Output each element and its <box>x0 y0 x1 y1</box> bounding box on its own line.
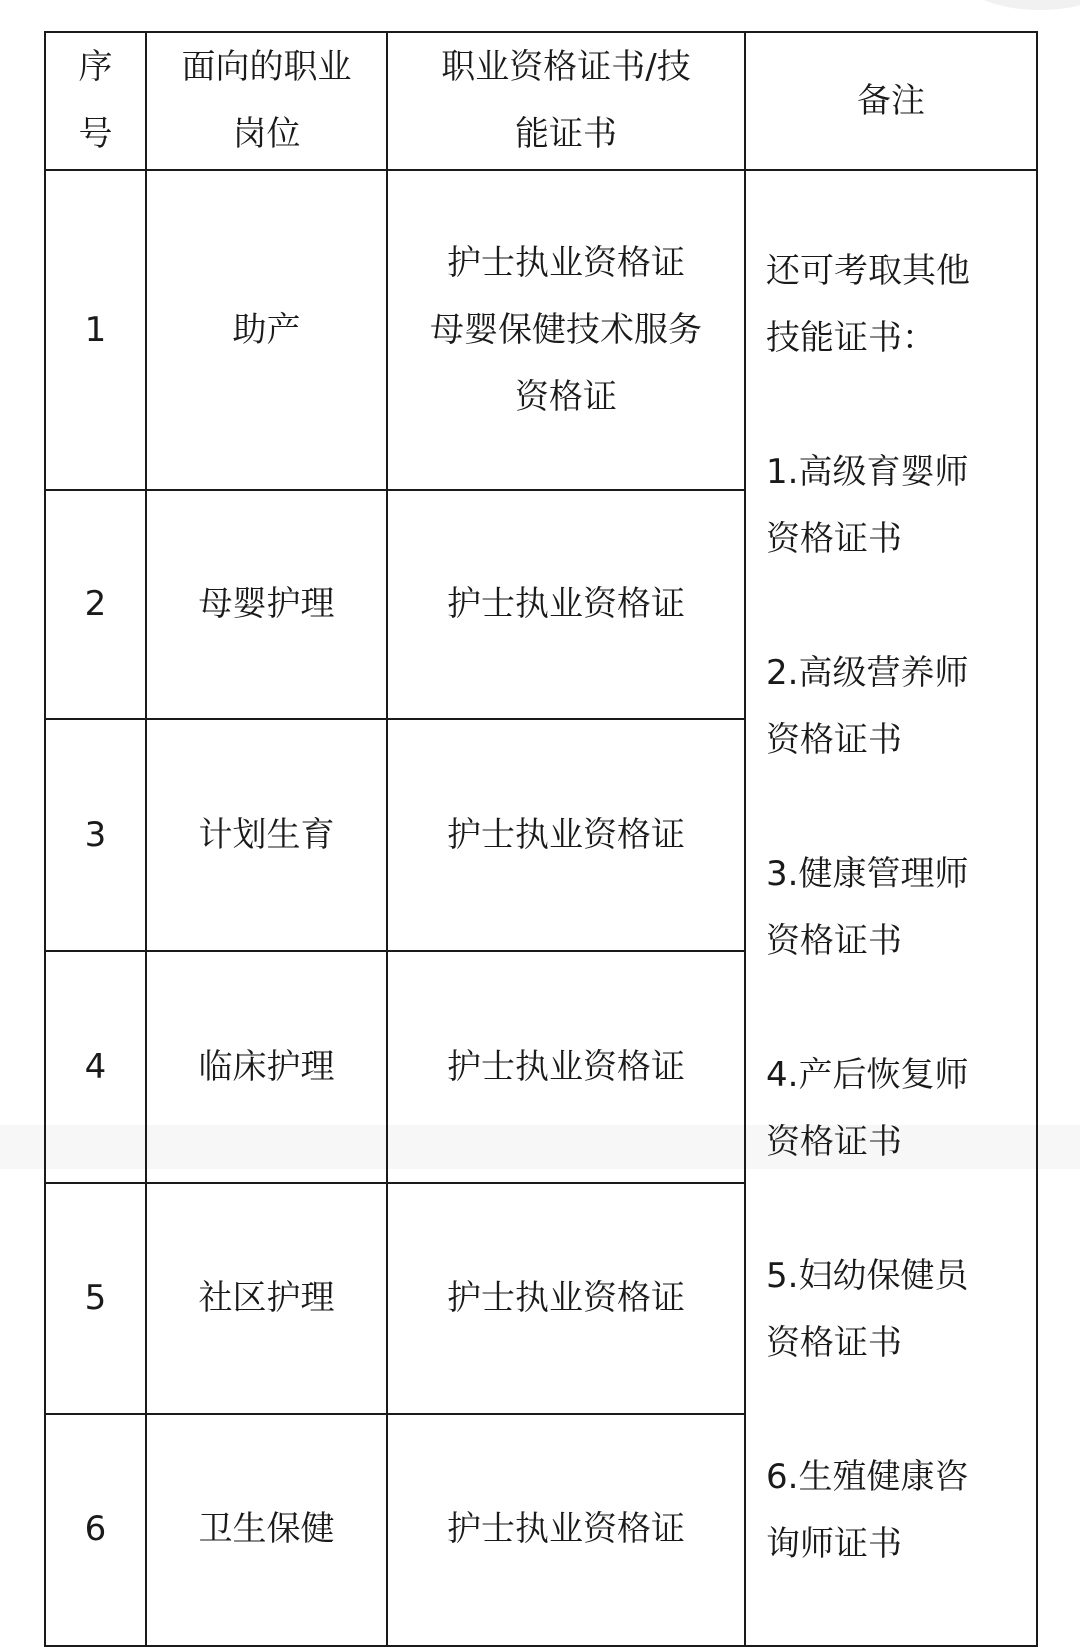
row-number: 3 <box>45 719 146 951</box>
notes-item: 3.健康管理师 资格证书 <box>766 854 969 961</box>
row-number: 5 <box>45 1183 146 1414</box>
notes-item: 5.妇幼保健员 资格证书 <box>766 1256 969 1363</box>
row-number: 1 <box>45 170 146 490</box>
row-number: 4 <box>45 951 146 1183</box>
notes-item: 6.生殖健康咨 询师证书 <box>766 1457 969 1564</box>
row-position: 临床护理 <box>146 951 387 1183</box>
notes-cell <box>745 170 1037 1646</box>
row-certificate: 护士执业资格证 <box>387 951 745 1183</box>
notes-item: 1.高级育婴师 资格证书 <box>766 452 969 559</box>
row-certificate: 护士执业资格证 <box>387 1414 745 1646</box>
row-position: 母婴护理 <box>146 490 387 719</box>
header-certificate: 职业资格证书/技 能证书 <box>387 32 745 170</box>
row-position: 社区护理 <box>146 1183 387 1414</box>
header-notes: 备注 <box>745 32 1037 170</box>
notes-intro: 还可考取其他 技能证书： <box>766 251 970 358</box>
row-certificate: 护士执业资格证 <box>387 1183 745 1414</box>
table-row <box>45 170 1037 490</box>
row-position: 助产 <box>146 170 387 490</box>
certificate-table <box>44 31 1038 1647</box>
notes-item: 4.产后恢复师 资格证书 <box>766 1055 969 1162</box>
row-certificate: 护士执业资格证 <box>387 490 745 719</box>
header-serial-number: 序 号 <box>45 32 146 170</box>
header-job-position: 面向的职业 岗位 <box>146 32 387 170</box>
row-position: 计划生育 <box>146 719 387 951</box>
table-header-row <box>45 32 1037 170</box>
row-certificate: 护士执业资格证 <box>387 719 745 951</box>
row-number: 2 <box>45 490 146 719</box>
row-certificate: 护士执业资格证 母婴保健技术服务 资格证 <box>387 170 745 490</box>
corner-shadow <box>960 0 1080 10</box>
notes-item: 2.高级营养师 资格证书 <box>766 653 969 760</box>
row-position: 卫生保健 <box>146 1414 387 1646</box>
row-number: 6 <box>45 1414 146 1646</box>
